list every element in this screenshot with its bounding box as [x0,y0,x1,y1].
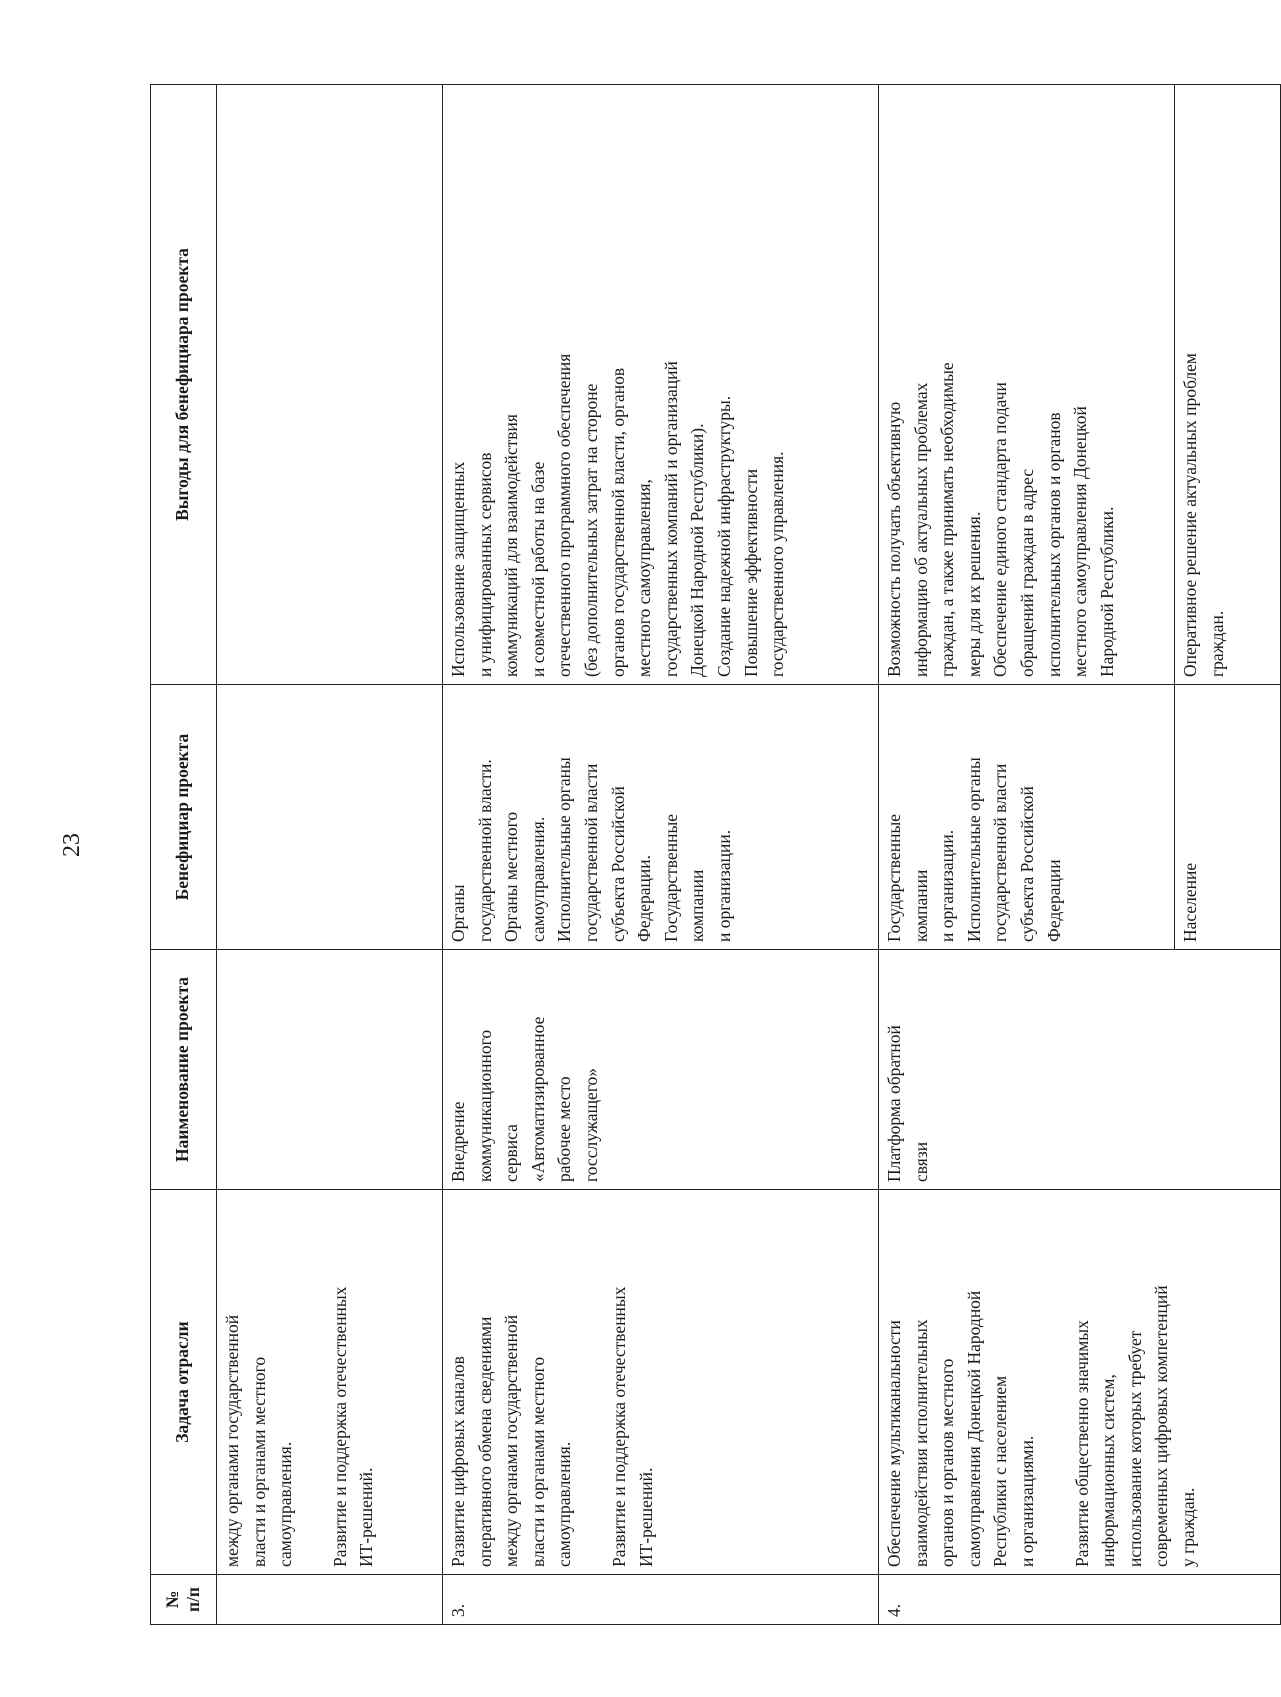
cell-beneficiary [443,685,879,950]
text-line: и унифицированных сервисов [474,452,495,677]
cell-task [443,1190,879,1575]
text-line: Народной Республики. [1096,506,1117,677]
text-line: связи [910,1141,931,1182]
text-line: власти и органами местного [527,1356,548,1567]
text-line: (без дополнительных затрат на стороне [580,383,601,677]
text-line: компании [687,869,708,942]
header-benefits: Выгоды для бенефициара проекта [151,85,217,685]
text-line: Обеспечение единого стандарта подачи [990,382,1011,677]
cell-beneficiary [879,685,1175,950]
text-line: госслужащего» [580,1067,601,1182]
text-line: Развитие и поддержка отечественных [608,1286,629,1567]
rotated-table-frame [150,85,1227,1625]
text-line: субъекта Российской [1016,786,1037,942]
text-line: коммуникаций для взаимодействия [501,414,522,677]
text-line: отечественного программного обеспечения [554,353,575,677]
text-line: государственных компаний и организаций [660,361,681,677]
text-line: Республики с населением [990,1375,1011,1567]
header-project-name: Наименование проекта [151,950,217,1190]
text-line: самоуправления. [275,1441,296,1567]
text-line: современных цифровых компетенций [1151,1285,1172,1567]
projects-table [150,84,1281,1625]
header-task: Задача отрасли [151,1190,217,1575]
text-line: взаимодействия исполнительных [910,1319,931,1567]
cell-benefits [879,85,1175,685]
text-line: обращений граждан в адрес [1016,468,1037,677]
text-line: самоуправления. [527,816,548,942]
text-line: рабочее место [554,1076,575,1182]
text-line: между органами государственной [501,1314,522,1567]
text-line: ИТ-решений. [356,1467,377,1567]
page-number: 23 [59,833,85,857]
text-line: Развитие цифровых каналов [448,1356,468,1567]
table-header-row [151,85,217,1625]
header-number: № п/п [151,1575,217,1625]
text-line: Возможность получать объективную [884,401,904,677]
text-line: Оперативное решение актуальных проблем [1180,353,1200,677]
table-row-4 [879,85,1175,1625]
text-line: Государственные [884,814,904,942]
text-line: ИТ-решений. [635,1467,656,1567]
text-line: Федерации [1043,859,1064,942]
cell-project-name [217,950,443,1190]
text-line: и совместной работы на базе [527,461,548,677]
text-line: информационных систем, [1098,1374,1119,1567]
text-line: местного самоуправления, [634,479,655,677]
paragraph-gap [299,1197,327,1567]
cell-benefits [1175,85,1281,685]
text-line: и организации. [713,829,734,942]
text-line: оперативного обмена сведениями [474,1316,495,1567]
text-line: самоуправления Донецкой Народной [963,1290,984,1567]
cell-project-name [443,950,879,1190]
text-line: органов и органов местного [937,1358,958,1567]
text-line: Внедрение [448,1101,468,1182]
cell-project-name [879,950,1281,1190]
text-line: граждан, а также принимать необходимые [937,362,958,677]
text-line: власти и органами местного [248,1356,269,1567]
text-line: государственной власти. [474,759,495,942]
text-line: коммуникационного [474,1029,495,1182]
text-line: государственного управления. [767,451,788,677]
paragraph-gap [1041,1197,1069,1567]
cell-number [217,1575,443,1625]
text-line: граждан. [1206,610,1227,677]
text-line: государственной власти [990,763,1011,942]
text-line: органов государственной власти, органов [607,367,628,677]
text-line: Федерации. [634,854,655,942]
text-line: местного самоуправления Донецкой [1070,406,1091,677]
text-line: государственной власти [580,763,601,942]
table-row-3 [443,85,879,1625]
text-line: «Автоматизированное [527,1016,548,1182]
text-line: Создание надежной инфраструктуры. [713,395,734,677]
text-line: сервиса [501,1124,522,1182]
table-row-continued [217,85,443,1625]
text-line: между органами государственной [222,1314,242,1567]
text-line: Органы местного [501,811,522,942]
text-line: и организациями. [1016,1435,1037,1567]
text-line: Платформа обратной [884,1025,904,1182]
cell-beneficiary [1175,685,1281,950]
text-line: Исполнительные органы [963,757,984,942]
text-line: и организации. [937,829,958,942]
text-line: самоуправления. [554,1441,575,1567]
cell-beneficiary [217,685,443,950]
text-line: исполнительных органов и органов [1043,412,1064,677]
text-line: Донецкой Народной Республики). [687,423,708,677]
text-line: Использование защищенных [448,461,468,677]
text-line: использование которых требует [1124,1330,1145,1567]
text-line: Население [1180,862,1200,942]
text-line: Государственные [660,814,681,942]
text-line: Развитие общественно значимых [1071,1320,1092,1567]
text-line: Повышение эффективности [740,468,761,677]
text-line: Исполнительные органы [554,757,575,942]
cell-task [217,1190,443,1575]
cell-benefits [443,85,879,685]
text-line: Обеспечение мультиканальности [884,1320,904,1567]
text-line: у граждан. [1177,1487,1198,1567]
cell-task [879,1190,1281,1575]
text-line: информацию об актуальных проблемах [910,382,931,677]
text-line: Органы [448,884,468,942]
cell-benefits [217,85,443,685]
header-beneficiary: Бенефициар проекта [151,685,217,950]
paragraph-gap [578,1197,606,1567]
cell-number: 4. [879,1575,1281,1625]
text-line: меры для их решения. [963,511,984,677]
cell-number: 3. [443,1575,879,1625]
text-line: Развитие и поддержка отечественных [329,1286,350,1567]
text-line: компании [910,869,931,942]
text-line: субъекта Российской [607,786,628,942]
